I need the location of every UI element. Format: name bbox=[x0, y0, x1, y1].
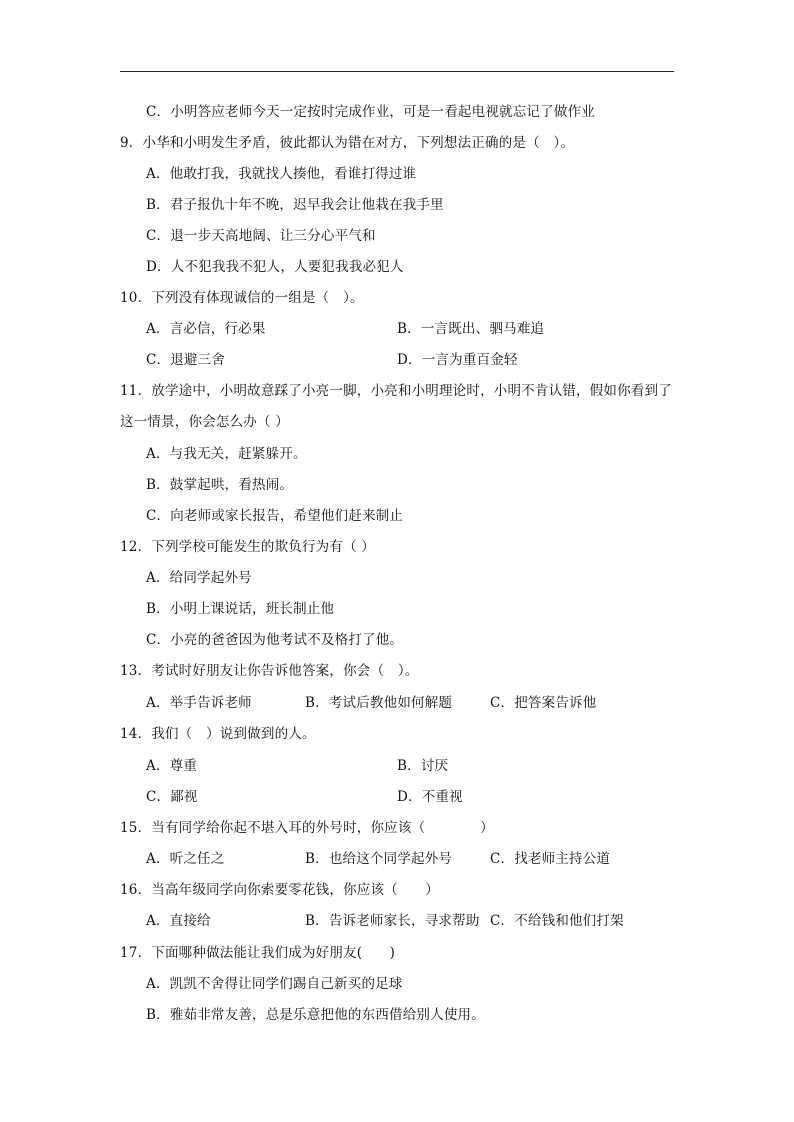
question-17: 17．下面哪种做法能让我们成为好朋友( ) bbox=[120, 945, 396, 961]
q10-option-a: A．言必信，行必果 bbox=[146, 321, 266, 337]
q12-option-c: C．小亮的爸爸因为他考试不及格打了他。 bbox=[146, 632, 404, 648]
q14-option-b: B．讨厌 bbox=[397, 758, 449, 774]
q16-option-a: A．直接给 bbox=[146, 913, 211, 929]
q15-option-b: B．也给这个同学起外号 bbox=[305, 851, 453, 867]
header-rule bbox=[120, 71, 674, 72]
q15-option-c: C．找老师主持公道 bbox=[490, 851, 611, 867]
question-14: 14．我们（ ）说到做到的人。 bbox=[120, 726, 316, 742]
q16-option-b: B．告诉老师家长，寻求帮助 bbox=[305, 913, 480, 929]
q16-option-c: C．不给钱和他们打架 bbox=[490, 913, 624, 929]
q09-option-c: C．退一步天高地阔、让三分心平气和 bbox=[146, 228, 376, 244]
q14-option-c: C．鄙视 bbox=[146, 789, 198, 805]
question-10: 10．下列没有体现诚信的一组是（ ）。 bbox=[120, 290, 364, 306]
q09-option-a: A．他敢打我，我就找人揍他，看谁打得过谁 bbox=[146, 166, 417, 182]
q10-option-b: B．一言既出、驷马难追 bbox=[397, 321, 545, 337]
q11-option-b: B．鼓掌起哄，看热闹。 bbox=[146, 477, 294, 493]
q13-option-c: C．把答案告诉他 bbox=[490, 695, 597, 711]
q10-option-c: C．退避三舍 bbox=[146, 352, 226, 368]
question-9: 9．小华和小明发生矛盾，彼此都认为错在对方，下列想法正确的是（ ）。 bbox=[120, 135, 575, 151]
q09-option-b: B．君子报仇十年不晚，迟早我会让他栽在我手里 bbox=[146, 197, 444, 213]
q14-option-d: D．不重视 bbox=[397, 789, 463, 805]
question-16: 16．当高年级同学向你索要零花钱，你应该（ ） bbox=[120, 882, 439, 898]
q10-option-d: D．一言为重百金轻 bbox=[397, 352, 518, 368]
q13-option-a: A．举手告诉老师 bbox=[146, 695, 252, 711]
question-15: 15．当有同学给你起不堪入耳的外号时，你应该（ ） bbox=[120, 820, 494, 836]
question-13: 13．考试时好朋友让你告诉他答案，你会（ ）。 bbox=[120, 663, 419, 679]
q12-option-b: B．小明上课说话，班长制止他 bbox=[146, 601, 335, 617]
q11-option-c: C．向老师或家长报告，希望他们赶来制止 bbox=[146, 508, 404, 524]
q11-option-a: A．与我无关，赶紧躲开。 bbox=[146, 446, 307, 462]
q08-option-c: C．小明答应老师今天一定按时完成作业，可是一看起电视就忘记了做作业 bbox=[146, 104, 595, 120]
q13-option-b: B．考试后教他如何解题 bbox=[305, 695, 453, 711]
question-11-cont: 这一情景，你会怎么办（ ） bbox=[120, 414, 289, 430]
question-11: 11．放学途中，小明故意踩了小亮一脚，小亮和小明理论时，小明不肯认错，假如你看到了 bbox=[120, 383, 672, 399]
q12-option-a: A．给同学起外号 bbox=[146, 570, 252, 586]
q14-option-a: A．尊重 bbox=[146, 758, 198, 774]
question-12: 12．下列学校可能发生的欺负行为有（ ） bbox=[120, 539, 375, 555]
q17-option-a: A．凯凯不舍得让同学们踢自己新买的足球 bbox=[146, 976, 403, 992]
q09-option-d: D．人不犯我我不犯人，人要犯我我必犯人 bbox=[146, 259, 404, 275]
q17-option-b: B．雅茹非常友善，总是乐意把他的东西借给别人使用。 bbox=[146, 1007, 485, 1023]
q15-option-a: A．听之任之 bbox=[146, 851, 225, 867]
